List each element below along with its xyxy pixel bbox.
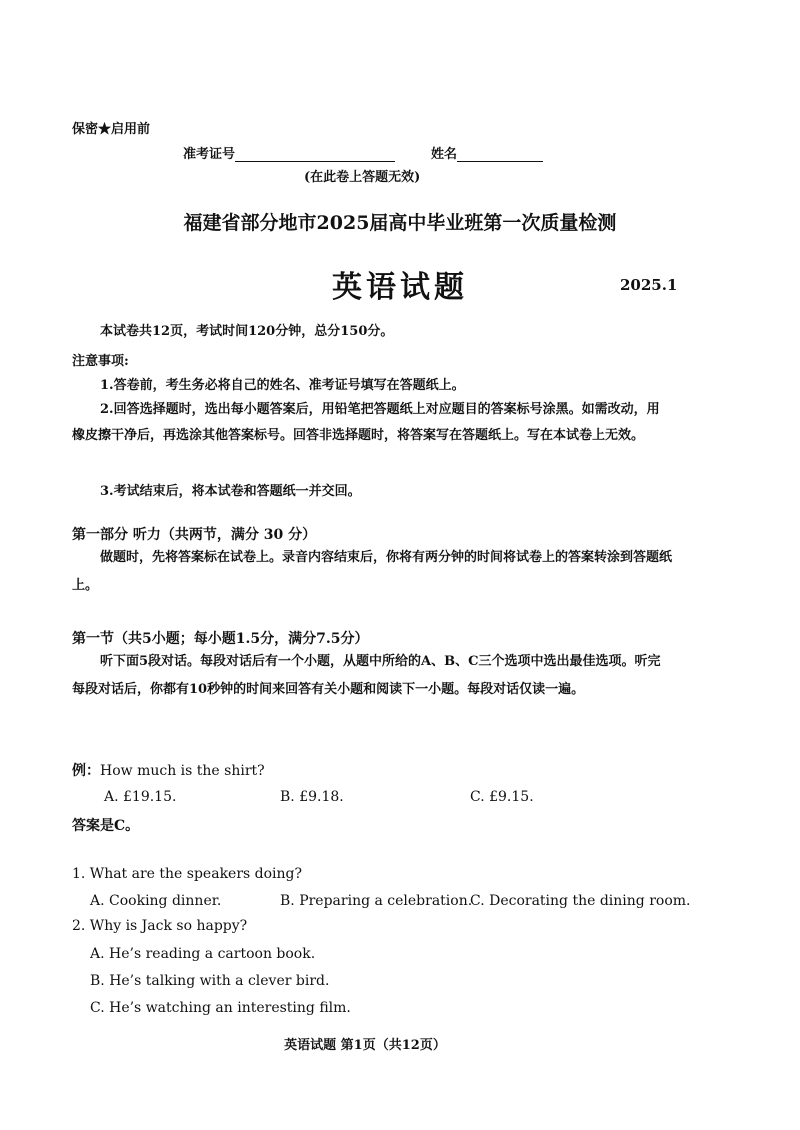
- example-option-a: A. £19.15.: [104, 789, 177, 805]
- name-row: [431, 143, 543, 162]
- question-1: 1. What are the speakers doing?: [72, 866, 303, 882]
- exam-title: 福建省部分地市2025届高中毕业班第一次质量检测: [183, 212, 617, 234]
- example-label: 例：: [72, 763, 100, 779]
- q2-option-c: C. He’s watching an interesting film.: [90, 1000, 351, 1016]
- note-item: 1.答卷前，考生务必将自己的姓名、准考证号填写在答题纸上。: [100, 378, 465, 393]
- part1-instruction: 做题时，先将答案标在试卷上。录音内容结束后，你将有两分钟的时间将试卷上的答案转涂到答题纸上。: [72, 550, 673, 593]
- note-item: 2.回答选择题时，选出每小题答案后，用铅笔把答题纸上对应题目的答案标号涂黑。如需改动，用橡皮擦干净后，再选涂其他答案标号。回答非选择题时，将答案写在答题纸上。写在本试卷上无效。: [72, 402, 660, 443]
- example-answer: 答案是C。: [72, 818, 140, 834]
- q2-option-b: B. He’s talking with a clever bird.: [90, 973, 330, 989]
- section1-instruction: 听下面5段对话。每段对话后有一个小题，从题中所给的A、B、C三个选项中选出最佳选项。听完每段对话后，你都有10秒钟的时间来回答有关小题和阅读下一小题。每段对话仅读一遍。: [72, 654, 661, 697]
- exam-id-blank[interactable]: [235, 147, 395, 162]
- q1-option-a: A. Cooking dinner.: [90, 893, 222, 909]
- notes-heading: 注意事项:: [72, 354, 129, 369]
- exam-id-row: [183, 143, 395, 162]
- exam-date: 2025.1: [620, 276, 678, 294]
- question-2: 2. Why is Jack so happy?: [72, 918, 248, 934]
- subject-title: 英语试题: [332, 270, 468, 305]
- page-footer: 英语试题 第1页（共12页）: [284, 1038, 446, 1053]
- example-option-c: C. £9.15.: [470, 789, 534, 805]
- q1-option-c: C. Decorating the dining room.: [470, 893, 691, 909]
- q1-option-b: B. Preparing a celebration.: [280, 893, 473, 909]
- q2-option-a: A. He’s reading a cartoon book.: [90, 946, 316, 962]
- exam-intro: 本试卷共12页，考试时间120分钟，总分150分。: [100, 324, 394, 339]
- part1-heading: 第一部分 听力（共两节，满分 30 分）: [72, 527, 317, 543]
- section1-heading: 第一节（共5小题；每小题1.5分，满分7.5分）: [72, 631, 369, 647]
- invalid-note: (在此卷上答题无效): [304, 170, 421, 185]
- example-question: How much is the shirt?: [100, 763, 265, 779]
- note-item: 3.考试结束后，将本试卷和答题纸一并交回。: [100, 484, 361, 499]
- name-blank[interactable]: [457, 147, 543, 162]
- confidential-mark: 保密★启用前: [72, 122, 151, 137]
- example-option-b: B. £9.18.: [280, 789, 344, 805]
- example-question-row: [72, 760, 265, 780]
- exam-id-label: 准考证号: [183, 147, 236, 162]
- name-label: 姓名: [431, 147, 458, 162]
